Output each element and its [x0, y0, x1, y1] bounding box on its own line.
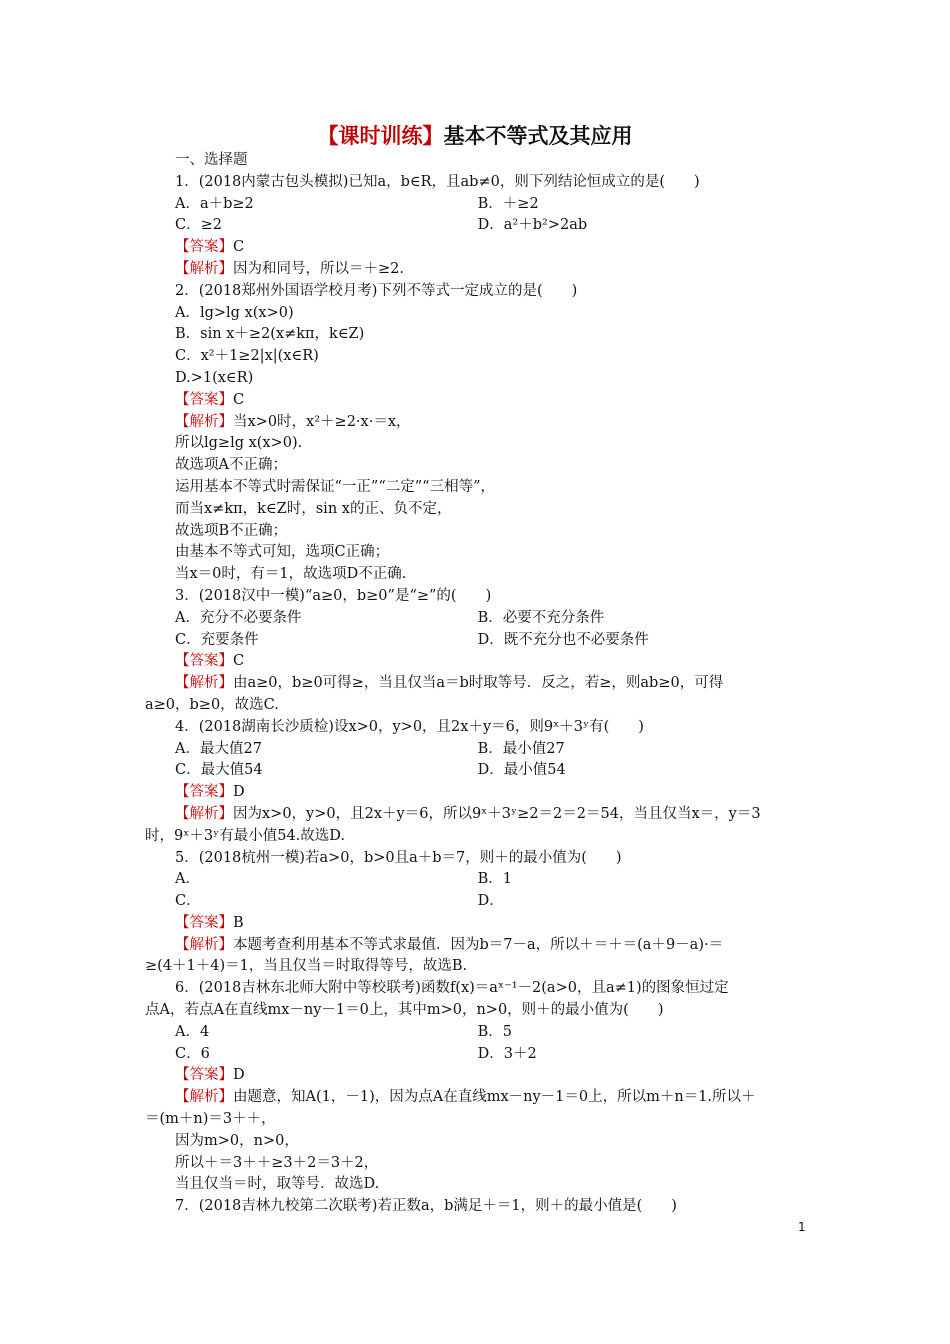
answer-line [145, 913, 810, 935]
option-row [145, 1022, 810, 1044]
answer-label: 【答案】 [175, 914, 233, 931]
text-line: 故选项A不正确； [175, 457, 287, 474]
text-line: 所以lg≥lg x(x>0). [175, 435, 303, 452]
answer-line [145, 782, 810, 804]
option-left: A． [175, 871, 200, 888]
text-line: 4．(2018湖南长沙质检)设x>0，y>0，且2x＋y＝6，则9ˣ＋3ʸ有( ) [175, 718, 644, 735]
option-row [145, 869, 810, 891]
answer-label: 【答案】 [175, 391, 233, 408]
option-right: D．3＋2 [477, 1045, 537, 1062]
answer-text: C [233, 391, 245, 408]
text-line: 6．(2018吉林东北师大附中等校联考)函数f(x)＝aˣ⁻¹－2(a>0，且a≠1)的图象恒过定 [175, 980, 729, 997]
analysis-label: 【解析】 [175, 413, 233, 430]
text-line: 2．(2018郑州外国语学校月考)下列不等式一定成立的是( ) [175, 282, 578, 299]
text-line: 3．(2018汉中一模)“a≥0，b≥0”是“≥”的( ) [175, 587, 492, 604]
text-line: 时，9ˣ＋3ʸ有最小值54.故选D. [145, 827, 346, 844]
analysis-label: 【解析】 [175, 936, 233, 953]
option-row [145, 630, 810, 652]
option-row [145, 891, 810, 913]
option-row [145, 760, 810, 782]
option-left: A．a＋b≥2 [175, 195, 254, 212]
answer-text: D [233, 784, 245, 801]
title-text: 基本不等式及其应用 [443, 124, 633, 148]
text-line: 当且仅当＝时，取等号．故选D. [175, 1176, 380, 1193]
analysis-text: 由题意，知A(1，－1)，因为点A在直线mx－ny－1＝0上，所以m＋n＝1.所以＋ [233, 1089, 756, 1106]
text-line: C．x²＋1≥2|x|(x∈R) [175, 348, 319, 365]
analysis-line [145, 412, 810, 434]
text-line: 故选项B不正确； [175, 522, 288, 539]
analysis-text: 本题考查利用基本不等式求最值．因为b＝7－a，所以＋＝＋＝(a＋9－a)·＝ [233, 936, 724, 953]
text-line: 一、选择题 [175, 152, 248, 168]
option-row [145, 739, 810, 761]
text-line: 由基本不等式可知，选项C正确； [175, 544, 390, 561]
page-number: 1 [798, 1220, 806, 1234]
answer-line [145, 390, 810, 412]
option-right: B．1 [477, 871, 513, 888]
option-row [145, 1044, 810, 1066]
text-line: ≥(4＋1＋4)＝1，当且仅当＝时取得等号，故选B. [145, 958, 468, 975]
analysis-line [145, 1087, 810, 1109]
option-right: B．5 [477, 1023, 513, 1040]
option-right: D．最小值54 [477, 762, 566, 779]
analysis-text: 由a≥0，b≥0可得≥，当且仅当a＝b时取等号．反之，若≥，则ab≥0，可得 [233, 675, 724, 692]
analysis-text: 因为和同号，所以＝＋≥2. [233, 260, 404, 277]
answer-text: B [233, 914, 244, 931]
option-left: A．充分不必要条件 [175, 609, 302, 626]
option-left: C．≥2 [175, 217, 222, 234]
text-line: 所以＋＝3＋＋≥3＋2＝3＋2， [175, 1154, 379, 1171]
option-row [145, 608, 810, 630]
analysis-line [145, 804, 810, 826]
option-left: A．最大值27 [175, 740, 262, 757]
text-line: 7．(2018吉林九校第二次联考)若正数a，b满足＋＝1，则＋的最小值是( ) [175, 1198, 677, 1215]
analysis-text: 因为x>0，y>0，且2x＋y＝6，所以9ˣ＋3ʸ≥2＝2＝2＝54，当且仅当x＝，y＝3 [233, 805, 761, 822]
text-line: D.>1(x∈R) [175, 369, 254, 386]
option-row [145, 194, 810, 216]
answer-line [145, 1065, 810, 1087]
title-tag: 【课时训练】 [317, 124, 444, 148]
option-left: C．最大值54 [175, 762, 263, 779]
answer-text: C [233, 239, 245, 256]
option-right: B．＋≥2 [477, 195, 539, 212]
answer-label: 【答案】 [175, 784, 233, 801]
analysis-label: 【解析】 [175, 675, 233, 692]
text-line: A．lg>lg x(x>0) [175, 304, 294, 321]
analysis-label: 【解析】 [175, 1089, 233, 1106]
option-right: D．a²＋b²>2ab [477, 217, 588, 234]
answer-label: 【答案】 [175, 653, 233, 670]
text-line: 5．(2018杭州一模)若a>0，b>0且a＋b＝7，则＋的最小值为( ) [175, 849, 622, 866]
page-title [0, 120, 950, 150]
answer-text: C [233, 653, 245, 670]
option-row [145, 215, 810, 237]
analysis-label: 【解析】 [175, 805, 233, 822]
option-right: B．最小值27 [477, 740, 565, 757]
document-body [145, 150, 810, 1218]
text-line: 运用基本不等式时需保证“一正”“二定”“三相等”， [175, 478, 495, 495]
analysis-text: 当x>0时，x²＋≥2·x·＝x， [233, 413, 411, 430]
text-line: 当x＝0时，有＝1，故选项D不正确. [175, 566, 407, 583]
text-line: ＝(m＋n)＝3＋＋， [145, 1111, 276, 1128]
answer-line [145, 237, 810, 259]
option-left: C．6 [175, 1045, 210, 1062]
option-left: C．充要条件 [175, 631, 259, 648]
analysis-line [145, 673, 810, 695]
option-right: B．必要不充分条件 [477, 609, 605, 626]
option-left: C． [175, 893, 201, 910]
analysis-line [145, 259, 810, 281]
text-line: 而当x≠kπ，k∈Z时，sin x的正、负不定， [175, 500, 452, 517]
text-line: 1．(2018内蒙古包头模拟)已知a，b∈R，且ab≠0，则下列结论恒成立的是( ) [175, 173, 700, 190]
answer-label: 【答案】 [175, 239, 233, 256]
text-line: 因为m>0，n>0， [175, 1132, 299, 1149]
option-left: A．4 [175, 1023, 210, 1040]
analysis-line [145, 935, 810, 957]
answer-label: 【答案】 [175, 1067, 233, 1084]
text-line: 点A，若点A在直线mx－ny－1＝0上，其中m>0，n>0，则＋的最小值为( ) [145, 1002, 664, 1019]
option-right: D．既不充分也不必要条件 [477, 631, 649, 648]
text-line: B．sin x＋≥2(x≠kπ，k∈Z) [175, 326, 365, 343]
text-line: a≥0，b≥0，故选C. [145, 696, 279, 713]
answer-text: D [233, 1067, 245, 1084]
option-right: D． [477, 893, 504, 910]
analysis-label: 【解析】 [175, 260, 233, 277]
answer-line [145, 651, 810, 673]
